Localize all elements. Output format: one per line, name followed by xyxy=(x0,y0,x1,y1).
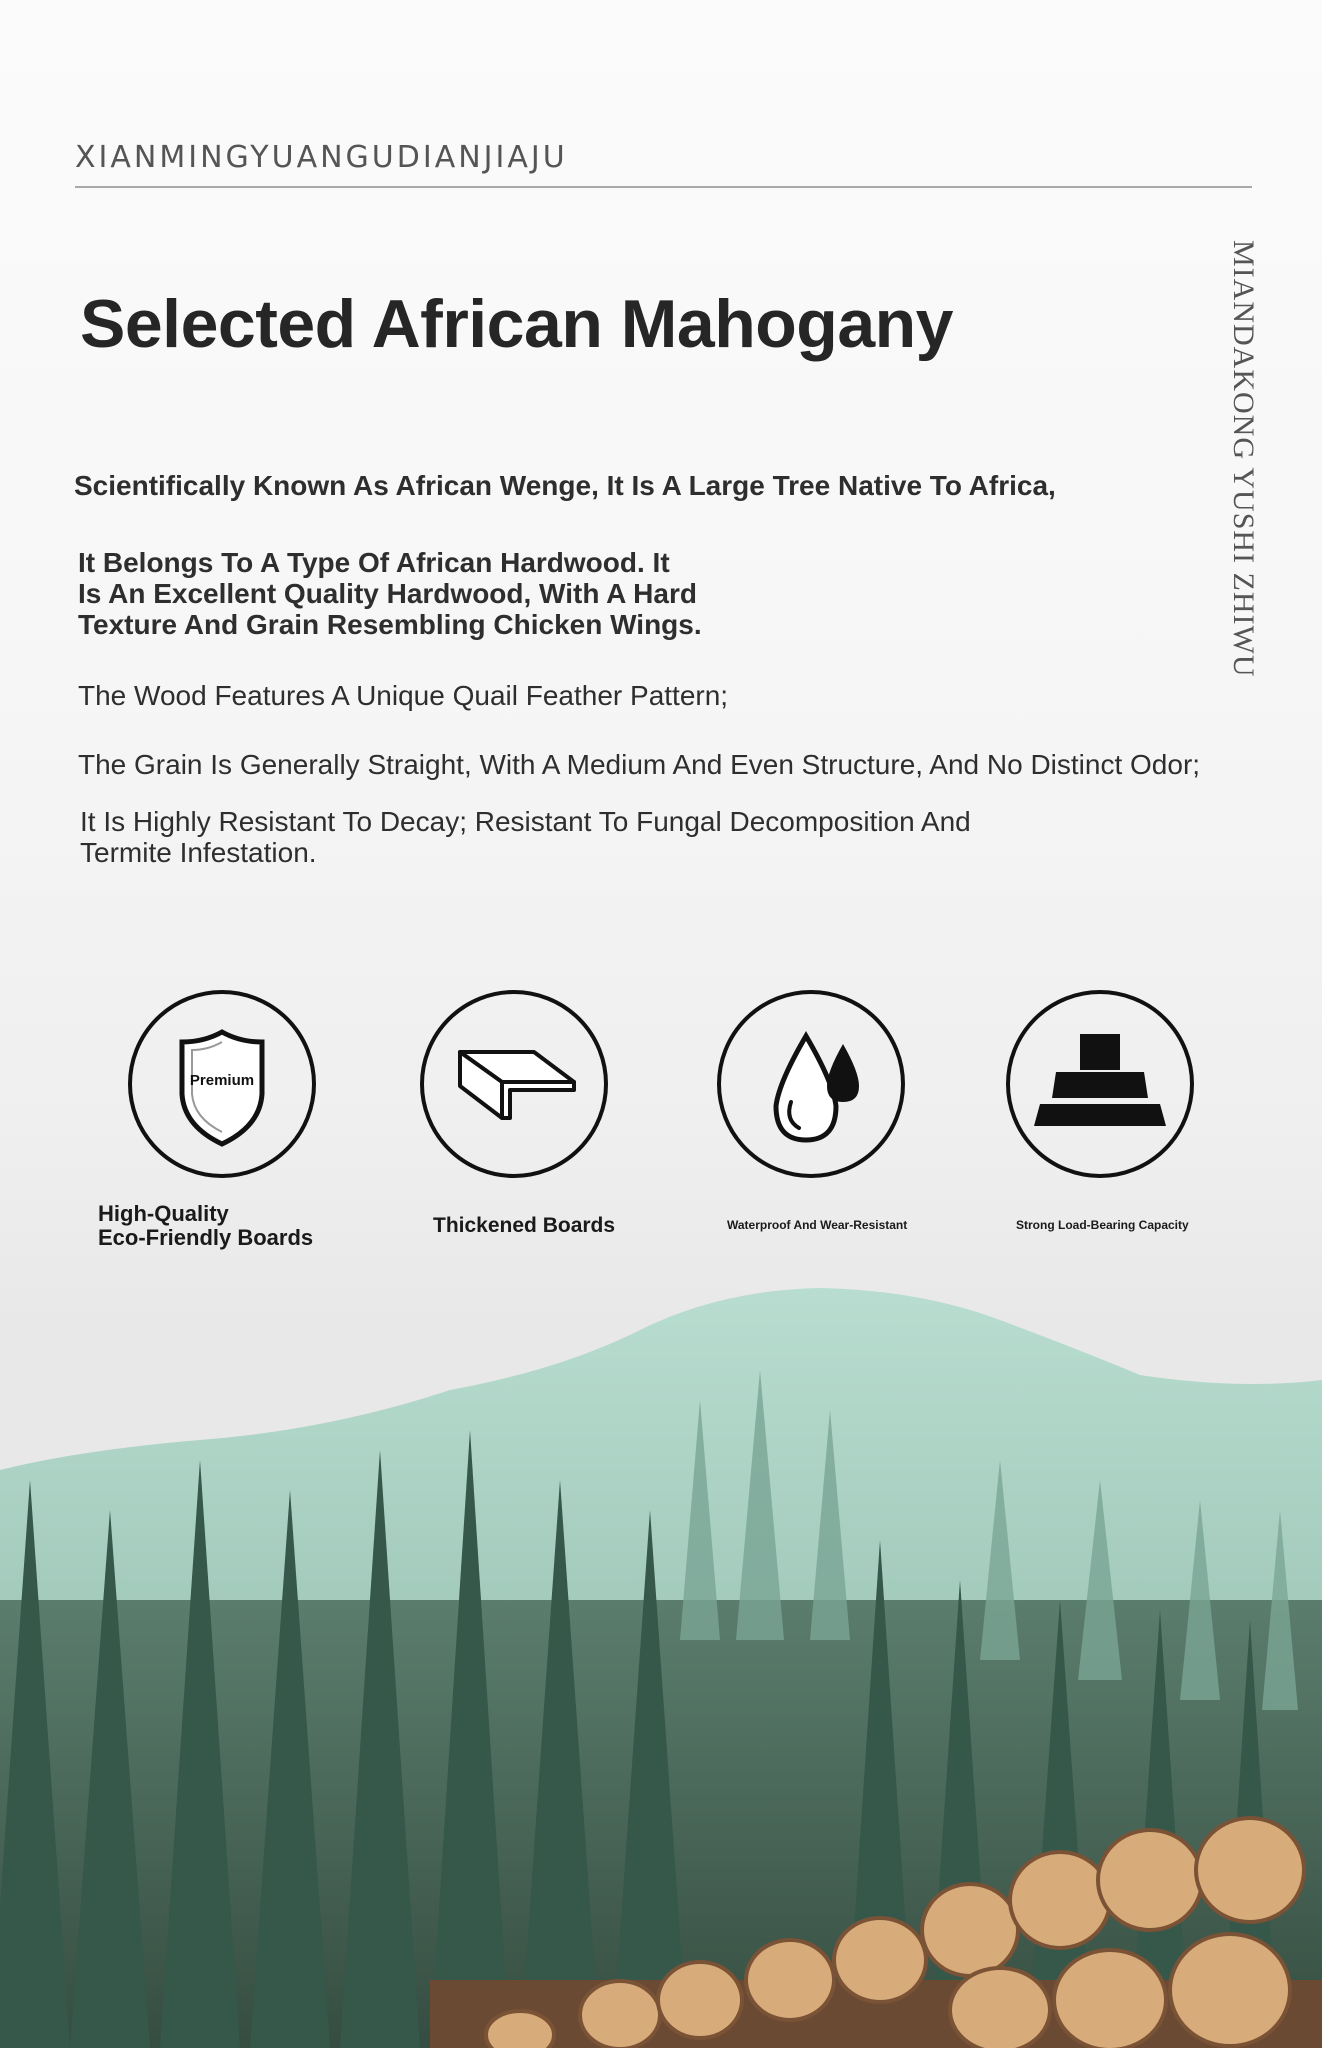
feature-label-line: Eco-Friendly Boards xyxy=(98,1225,314,1250)
paragraph-pattern: The Wood Features A Unique Quail Feather Pattern; xyxy=(78,680,729,711)
paragraph-resistance xyxy=(80,806,971,868)
water-drop-icon xyxy=(721,994,901,1174)
paragraph-line: It Is Highly Resistant To Decay; Resistant To Fungal Decomposition And xyxy=(80,806,971,837)
feature-load-bearing xyxy=(1006,990,1196,1178)
header-rule xyxy=(75,186,1252,188)
feature-circle xyxy=(128,990,316,1178)
load-bearing-icon xyxy=(1010,994,1190,1174)
paragraph-hardwood xyxy=(78,547,702,640)
feature-eco-boards xyxy=(128,990,318,1178)
premium-badge: Premium xyxy=(189,1072,255,1089)
page-title: Selected African Mahogany xyxy=(80,286,953,362)
feature-label: Strong Load-Bearing Capacity xyxy=(1016,1218,1189,1232)
feature-circle xyxy=(1006,990,1194,1178)
paragraph-grain: The Grain Is Generally Straight, With A Medium And Even Structure, And No Distinct Odor; xyxy=(78,749,1201,780)
paragraph-origin: Scientifically Known As African Wenge, It Is A Large Tree Native To Africa, xyxy=(74,470,1056,501)
feature-label xyxy=(98,1202,313,1250)
board-icon xyxy=(424,994,604,1174)
vertical-tagline: MIANDAKONG YUSHI ZHIWU xyxy=(1227,240,1260,678)
feature-label: Thickened Boards xyxy=(433,1214,616,1237)
forest-logs-image xyxy=(0,1280,1322,2048)
paragraph-line: It Belongs To A Type Of African Hardwood. It xyxy=(78,547,670,578)
paragraph-line: Texture And Grain Resembling Chicken Wings. xyxy=(78,609,702,640)
paragraph-line: Termite Infestation. xyxy=(80,837,317,868)
feature-circle xyxy=(717,990,905,1178)
feature-waterproof xyxy=(717,990,907,1178)
feature-label-line: High-Quality xyxy=(98,1201,229,1226)
feature-circle xyxy=(420,990,608,1178)
paragraph-line: Is An Excellent Quality Hardwood, With A Hard xyxy=(78,578,697,609)
feature-thickened-boards xyxy=(420,990,610,1178)
brand-name: XIANMINGYUANGUDIANJIAJU xyxy=(75,140,568,175)
feature-label: Waterproof And Wear-Resistant xyxy=(727,1218,908,1232)
